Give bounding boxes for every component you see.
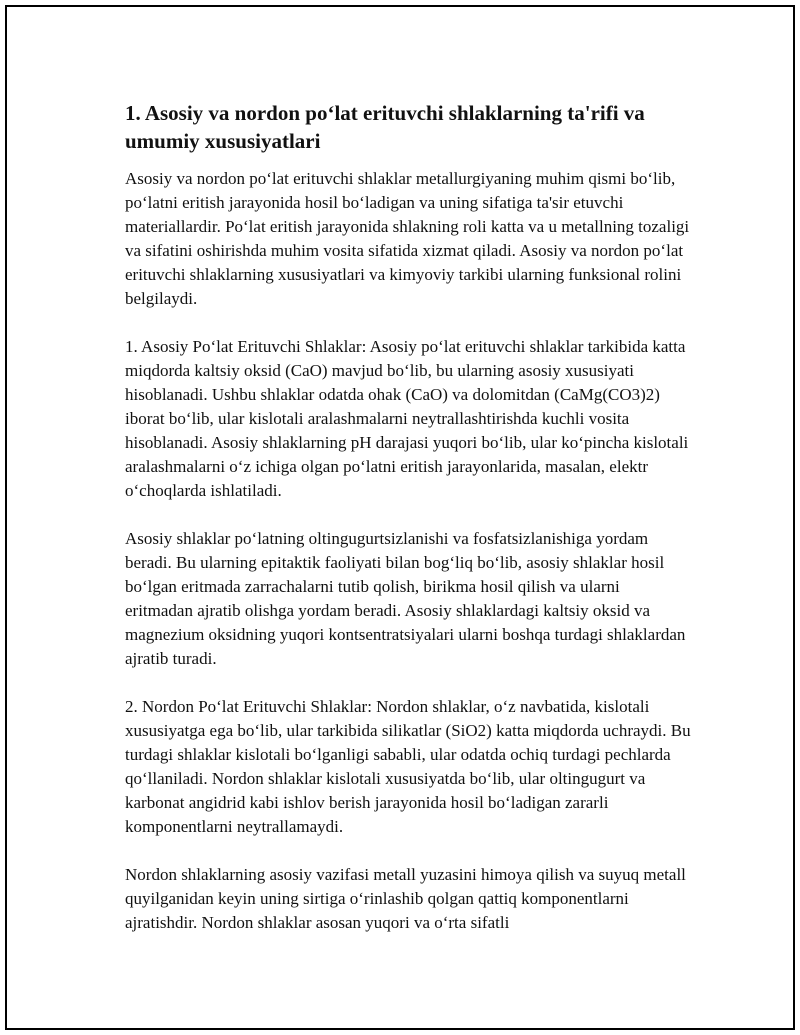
paragraph-basic-slags: 1. Asosiy Poʻlat Erituvchi Shlaklar: Asosiy poʻlat erituvchi shlaklar tarkibida katta miqdorda kaltsiy oksid (CaO) mavjud boʻlib, bu ularning asosiy xususiyati hisoblanadi. Ushbu shlaklar odatda ohak (CaO) va dolomitdan (CaMg(CO3)2) iborat boʻlib, ular kislotali aralashmalarni neytrallashtirishda kuchli vosita hisoblanadi. Asosiy shlaklarning pH darajasi yuqori boʻlib, ular koʻpincha kislotali aralashmalarni oʻz ichiga olgan poʻlatni eritish jarayonlarida, masalan, elektr oʻchoqlarda ishlatiladi. [125, 337, 689, 500]
document-body [125, 99, 691, 959]
page-frame [5, 5, 795, 1030]
paragraph-acid-slags: 2. Nordon Poʻlat Erituvchi Shlaklar: Nordon shlaklar, oʻz navbatida, kislotali xususiyatga ega boʻlib, ular tarkibida silikatlar (SiO2) katta miqdorda uchraydi. Bu turdagi shlaklar kislotali boʻlganligi sababli, ular odatda ochiq turdagi pechlarda qoʻllaniladi. Nordon shlaklar kislotali xususiyatda boʻlib, ular oltingugurt va karbonat angidrid kabi ishlov berish jarayonida hosil boʻladigan zararli komponentlarni neytrallamaydi. [125, 697, 691, 836]
paragraph-acid-slags-function: Nordon shlaklarning asosiy vazifasi metall yuzasini himoya qilish va suyuq metall quyilganidan keyin uning sirtiga oʻrinlashib qolgan qattiq komponentlarni ajratishdir. Nordon shlaklar asosan yuqori va oʻrta sifatli [125, 865, 686, 932]
section-heading: 1. Asosiy va nordon poʻlat erituvchi shlaklarning ta'rifi va umumiy xususiyatlari [125, 101, 645, 153]
paragraph-basic-slags-function: Asosiy shlaklar poʻlatning oltingugurtsizlanishi va fosfatsizlanishiga yordam beradi. Bu ularning epitaktik faoliyati bilan bogʻliq boʻlib, asosiy shlaklar hosil boʻlgan eritmada zarrachalarni tutib qolish, birikma hosil qilish va ularni eritmadan ajratib olishga yordam beradi. Asosiy shlaklardagi kaltsiy oksid va magnezium oksidning yuqori kontsentratsiyalari ularni boshqa turdagi shlaklardan ajratib turadi. [125, 529, 686, 668]
paragraph-intro: Asosiy va nordon poʻlat erituvchi shlaklar metallurgiyaning muhim qismi boʻlib, poʻlatni eritish jarayonida hosil boʻladigan va uning sifatiga ta'sir etuvchi materiallardir. Poʻlat eritish jarayonida shlakning roli katta va u metallning tozaligi va sifatini oshirishda muhim vosita sifatida xizmat qiladi. Asosiy va nordon poʻlat erituvchi shlaklarning xususiyatlari va kimyoviy tarkibi ularning funksional rolini belgilaydi. [125, 169, 690, 308]
